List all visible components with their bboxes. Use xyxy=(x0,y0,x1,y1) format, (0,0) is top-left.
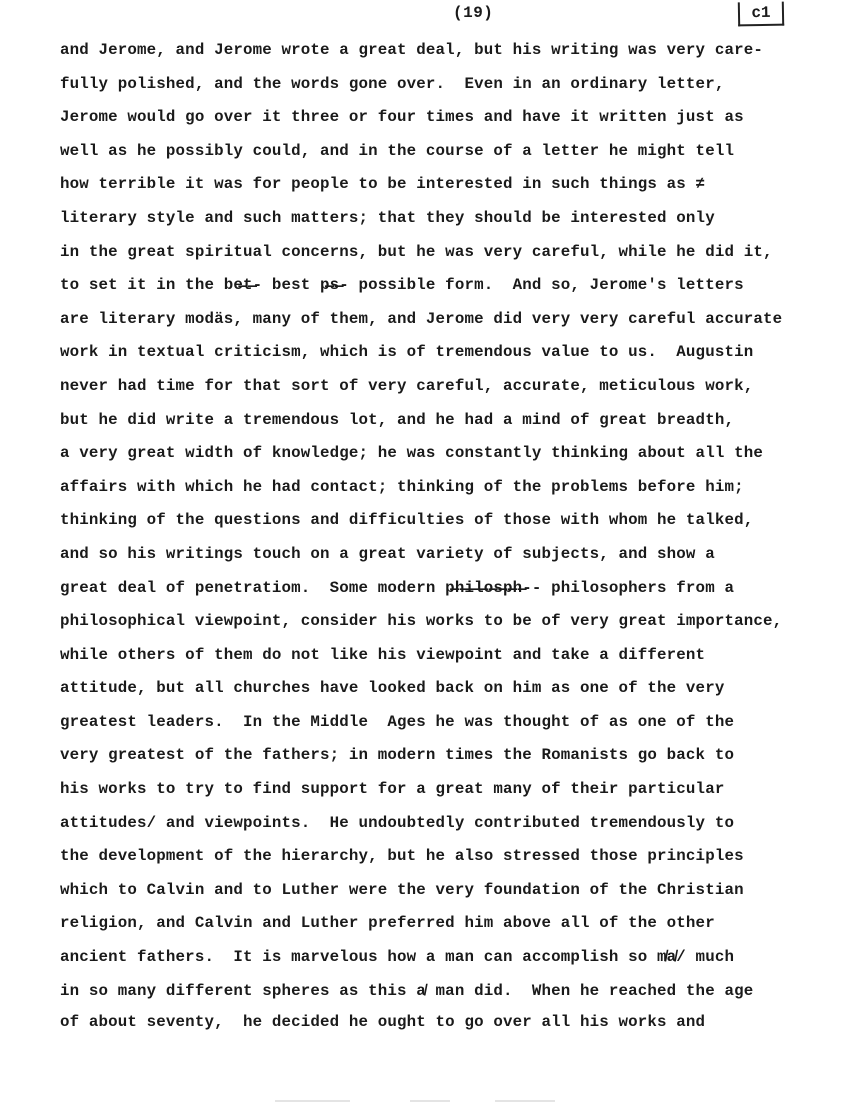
text-line: never had time for that sort of very careful, accurate, meticulous work, xyxy=(60,376,754,395)
text-line: greatest leaders. In the Middle Ages he was thought of as one of the xyxy=(60,712,735,731)
text-line: religion, and Calvin and Luther preferred him above all of the other xyxy=(60,914,715,933)
text-line: well as he possibly could, and in the course of a letter he might tell xyxy=(60,141,735,160)
text-line: thinking of the questions and difficulties of those with whom he talked, xyxy=(60,511,754,530)
text-line: attitude, but all churches have looked back on him as one of the very xyxy=(60,679,725,698)
section-mark: c1 xyxy=(738,2,784,27)
text-line: ancient fathers. It is marvelous how a man can accomplish so m̸a̸/ much xyxy=(60,948,735,967)
text-line: affairs with which he had contact; thinking of the problems before him; xyxy=(60,477,744,496)
text-line: a very great width of knowledge; he was constantly thinking about all the xyxy=(60,444,763,463)
page-number: (19) xyxy=(453,4,494,22)
text-line: philosophical viewpoint, consider his works to be of very great importance, xyxy=(60,612,783,631)
text-line: in the great spiritual concerns, but he was very careful, while he did it, xyxy=(60,242,773,261)
text-line: work in textual criticism, which is of tremendous value to us. Augustin xyxy=(60,343,754,362)
text-line: to set it in the be̶t̶- best p̶s̶- possible form. And so, Jerome's letters xyxy=(60,276,744,295)
text-line: while others of them do not like his viewpoint and take a different xyxy=(60,645,706,664)
text-line: attitudes/ and viewpoints. He undoubtedly contributed tremendously to xyxy=(60,813,735,832)
text-line: literary style and such matters; that they should be interested only xyxy=(60,208,715,227)
text-line: his works to try to find support for a great many of their particular xyxy=(60,780,725,799)
text-line: but he did write a tremendous lot, and he had a mind of great breadth, xyxy=(60,410,735,429)
text-line: great deal of penetratiom. Some modern p̶h̶i̶l̶o̶s̶p̶h̶-- philosophers from a xyxy=(60,578,735,597)
text-line: and Jerome, and Jerome wrote a great deal, but his writing was very care- xyxy=(60,41,763,59)
text-line: which to Calvin and to Luther were the very foundation of the Christian xyxy=(60,880,744,899)
text-line: of about seventy, he decided he ought to go over all his works and xyxy=(60,1013,706,1032)
text-line: Jerome would go over it three or four times and have it written just as xyxy=(60,108,744,127)
scan-artifact xyxy=(410,1100,450,1102)
text-line: and so his writings touch on a great variety of subjects, and show a xyxy=(60,544,715,563)
text-line: are literary modäs, many of them, and Jerome did very very careful accurate xyxy=(60,309,783,328)
typewritten-body xyxy=(60,36,850,1044)
text-line: fully polished, and the words gone over. Even in an ordinary letter, xyxy=(60,74,725,93)
text-line: very greatest of the fathers; in modern times the Romanists go back to xyxy=(60,746,735,765)
scan-artifact xyxy=(495,1100,555,1102)
text-line: how terrible it was for people to be interested in such things as ≠ xyxy=(60,175,706,194)
text-line: the development of the hierarchy, but he also stressed those principles xyxy=(60,847,744,866)
scan-artifact xyxy=(275,1100,350,1102)
text-line: in so many different spheres as this a̸ man did. When he reached the age xyxy=(60,981,754,1000)
